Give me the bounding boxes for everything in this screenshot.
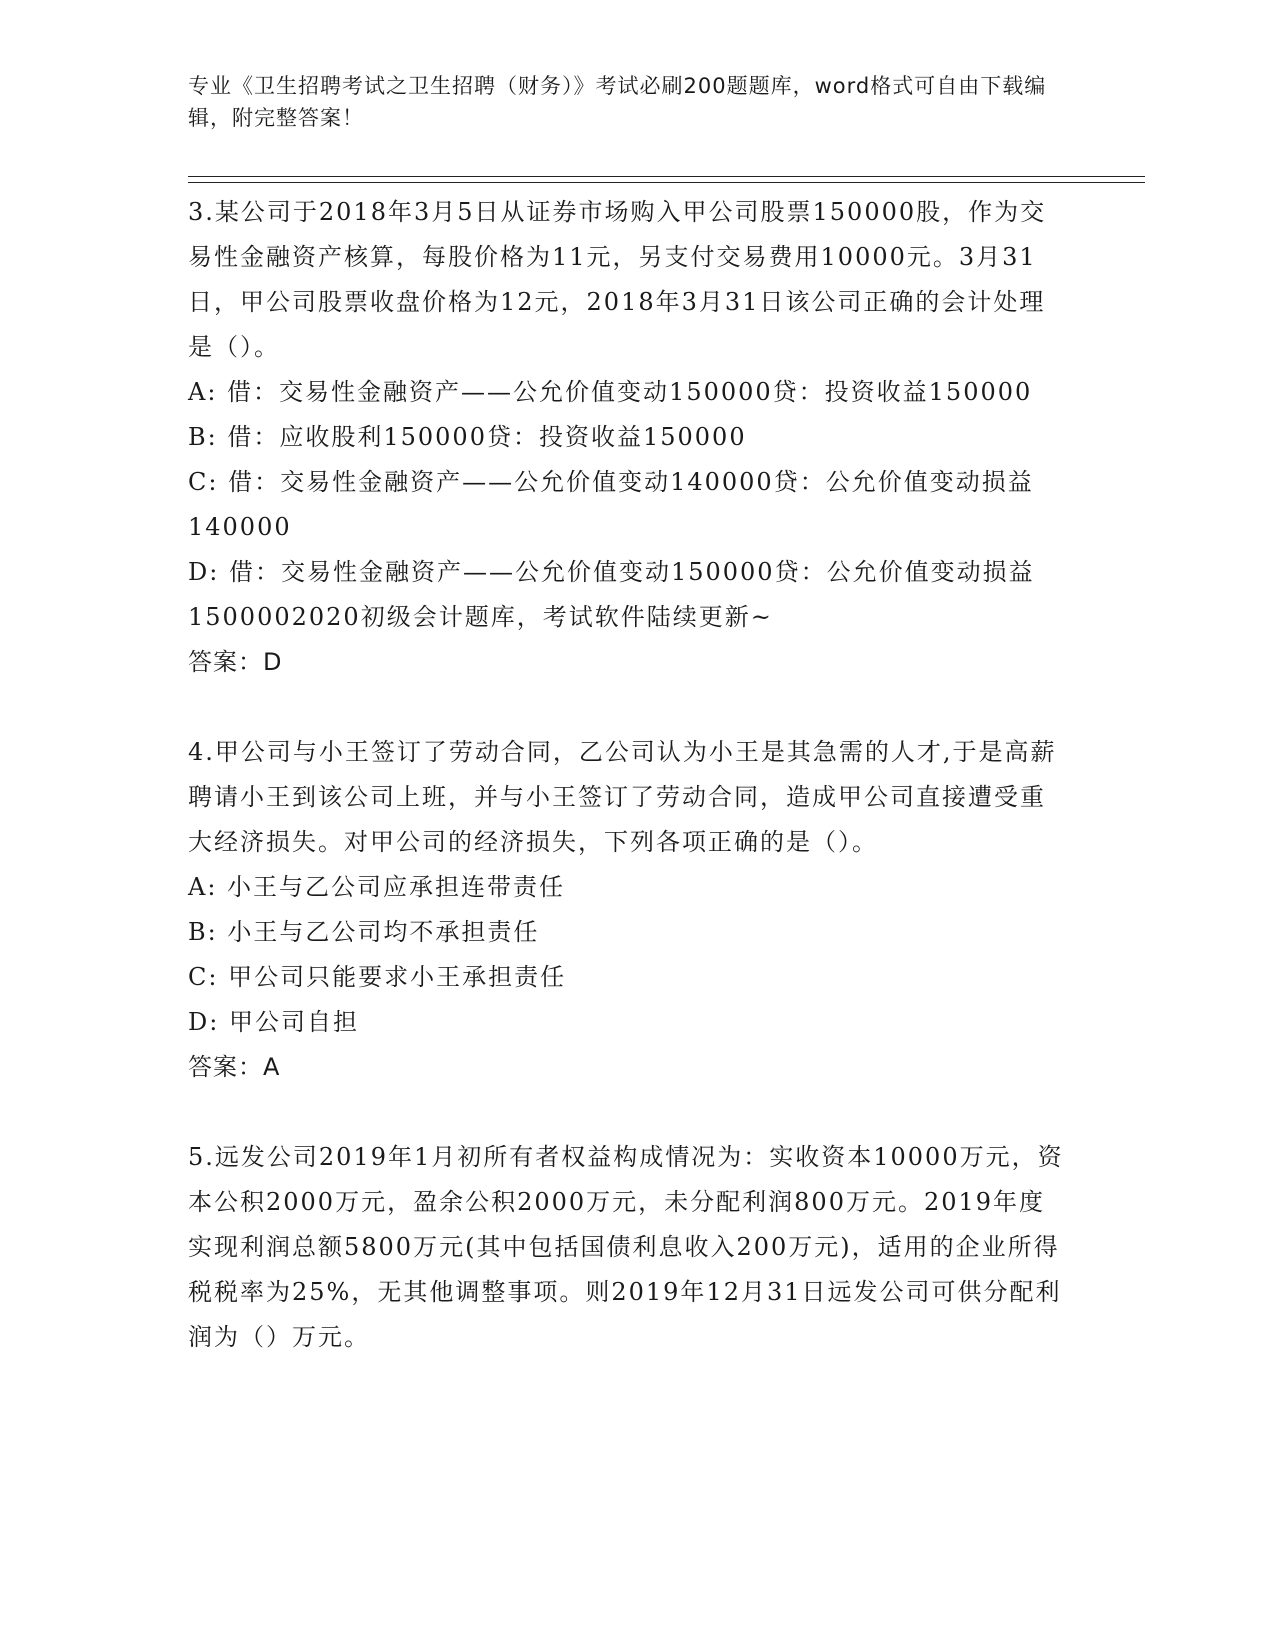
header-rule-top [188,176,1145,177]
option-d: D: 甲公司自担 [188,1008,359,1036]
option-b: B: 小王与乙公司均不承担责任 [188,918,540,946]
question-text: 3.某公司于2018年3月5日从证券市场购入甲公司股票150000股，作为交易性金融资产核算，每股价格为11元，另支付交易费用10000元。3月31日，甲公司股票收盘价格为12元，2018年3月31日该公司正确的会计处理是（）。 [188,198,1047,361]
answer-text: 答案：A [188,1053,281,1081]
option-c: C: 甲公司只能要求小王承担责任 [188,963,567,991]
question-text: 4.甲公司与小王签订了劳动合同，乙公司认为小王是其急需的人才,于是高薪聘请小王到该公司上班，并与小王签订了劳动合同，造成甲公司直接遭受重大经济损失。对甲公司的经济损失，下列各项正确的是（）。 [188,738,1057,856]
option-a: A: 借：交易性金融资产——公允价值变动150000贷：投资收益150000 [188,378,1033,406]
question-block-3 [188,190,1068,685]
question-text: 5.远发公司2019年1月初所有者权益构成情况为：实收资本10000万元，资本公积2000万元，盈余公积2000万元，未分配利润800万元。2019年度实现利润总额5800万元(其中包括国债利息收入200万元)，适用的企业所得税税率为25%，无其他调整事项。则2019年12月31日远发公司可供分配利润为（）万元。 [188,1143,1064,1351]
option-b: B: 借：应收股利150000贷：投资收益150000 [188,423,747,451]
spacer [188,685,1068,730]
option-c: C: 借：交易性金融资产——公允价值变动140000贷：公允价值变动损益140000 [188,468,1034,541]
spacer [188,1090,1068,1135]
question-block-4 [188,730,1068,1090]
option-a: A: 小王与乙公司应承担连带责任 [188,873,566,901]
question-list [188,190,1068,1360]
answer-text: 答案：D [188,648,283,676]
header-rule-bottom [188,182,1145,183]
document-header: 专业《卫生招聘考试之卫生招聘（财务）》考试必刷200题题库，word格式可自由下载编辑，附完整答案！ [188,74,1047,130]
question-block-5 [188,1135,1068,1360]
option-d: D: 借：交易性金融资产——公允价值变动150000贷：公允价值变动损益1500002020初级会计题库，考试软件陆续更新~ [188,558,1035,631]
